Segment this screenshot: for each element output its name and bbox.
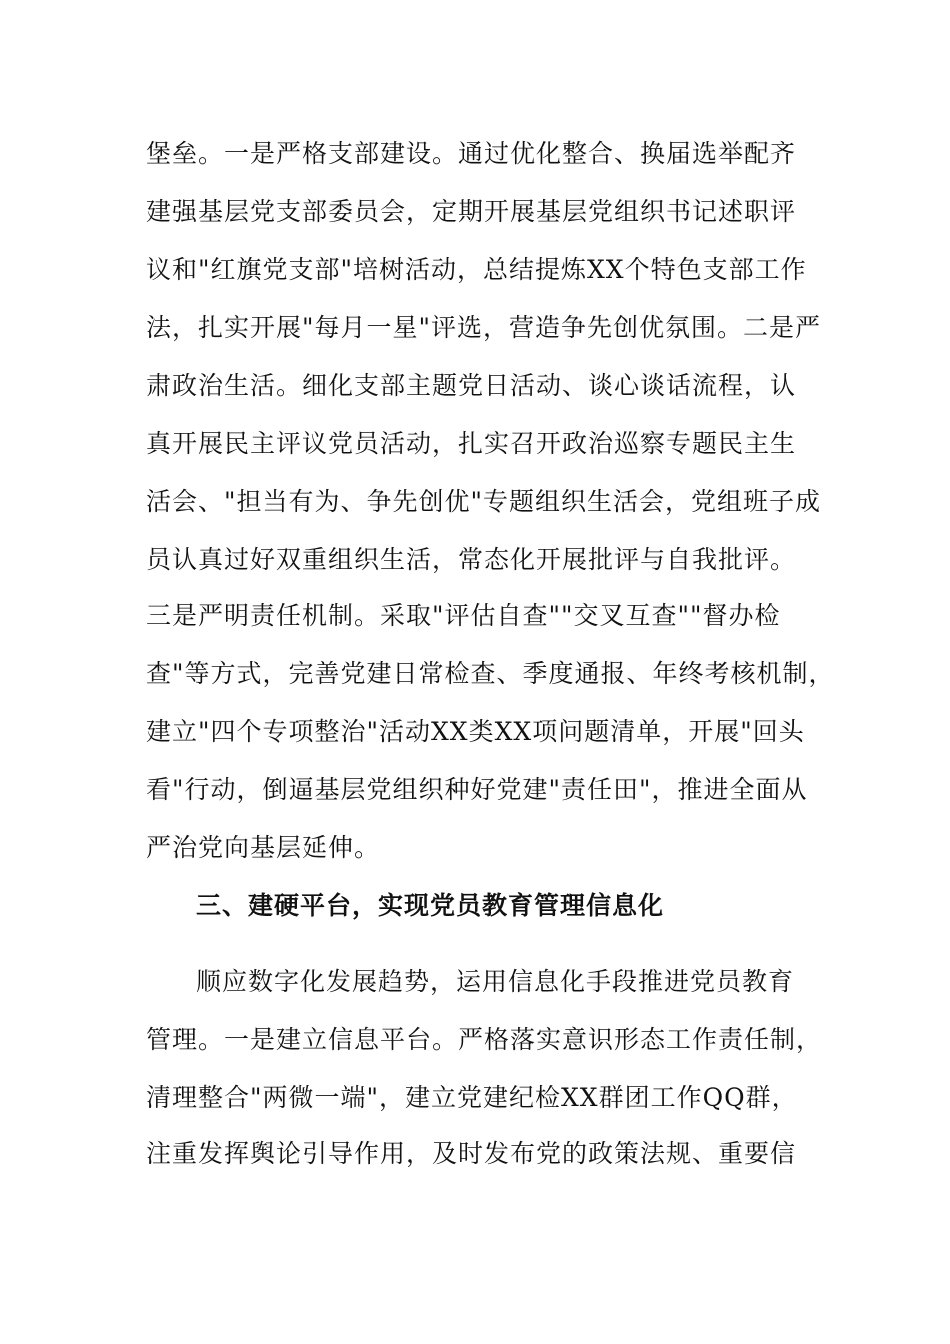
text-line: 肃政治生活。细化支部主题党日活动、谈心谈话流程，认 xyxy=(146,371,797,400)
text-line: 严治党向基层延伸。 xyxy=(146,833,381,862)
text-line: 真开展民主评议党员活动，扎实召开政治巡察专题民主生 xyxy=(146,429,797,458)
text-line: 堡垒。一是严格支部建设。通过优化整合、换届选举配齐 xyxy=(146,139,797,168)
section-heading: 三、建硬平台，实现党员教育管理信息化 xyxy=(196,891,665,920)
text-line: 清理整合"两微一端"，建立党建纪检XX群团工作QQ群， xyxy=(146,1083,798,1112)
text-line: 员认真过好双重组织生活，常态化开展批评与自我批评。 xyxy=(146,545,797,574)
text-line: 议和"红旗党支部"培树活动，总结提炼XX个特色支部工作 xyxy=(146,255,807,284)
text-line: 建强基层党支部委员会，定期开展基层党组织书记述职评 xyxy=(146,197,797,226)
text-line: 管理。一是建立信息平台。严格落实意识形态工作责任制， xyxy=(146,1025,823,1054)
text-line: 看"行动，倒逼基层党组织种好党建"责任田"，推进全面从 xyxy=(146,775,808,804)
text-line: 建立"四个专项整治"活动XX类XX项问题清单，开展"回头 xyxy=(146,717,805,746)
text-line: 三是严明责任机制。采取"评估自查""交叉互查""督办检 xyxy=(146,601,781,630)
text-line: 法，扎实开展"每月一星"评选，营造争先创优氛围。二是严 xyxy=(146,313,822,342)
text-line: 活会、"担当有为、争先创优"专题组织生活会，党组班子成 xyxy=(146,487,822,516)
text-line: 注重发挥舆论引导作用，及时发布党的政策法规、重要信 xyxy=(146,1139,797,1168)
text-line: 查"等方式，完善党建日常检查、季度通报、年终考核机制， xyxy=(146,659,835,688)
text-line: 顺应数字化发展趋势，运用信息化手段推进党员教育 xyxy=(196,967,795,996)
